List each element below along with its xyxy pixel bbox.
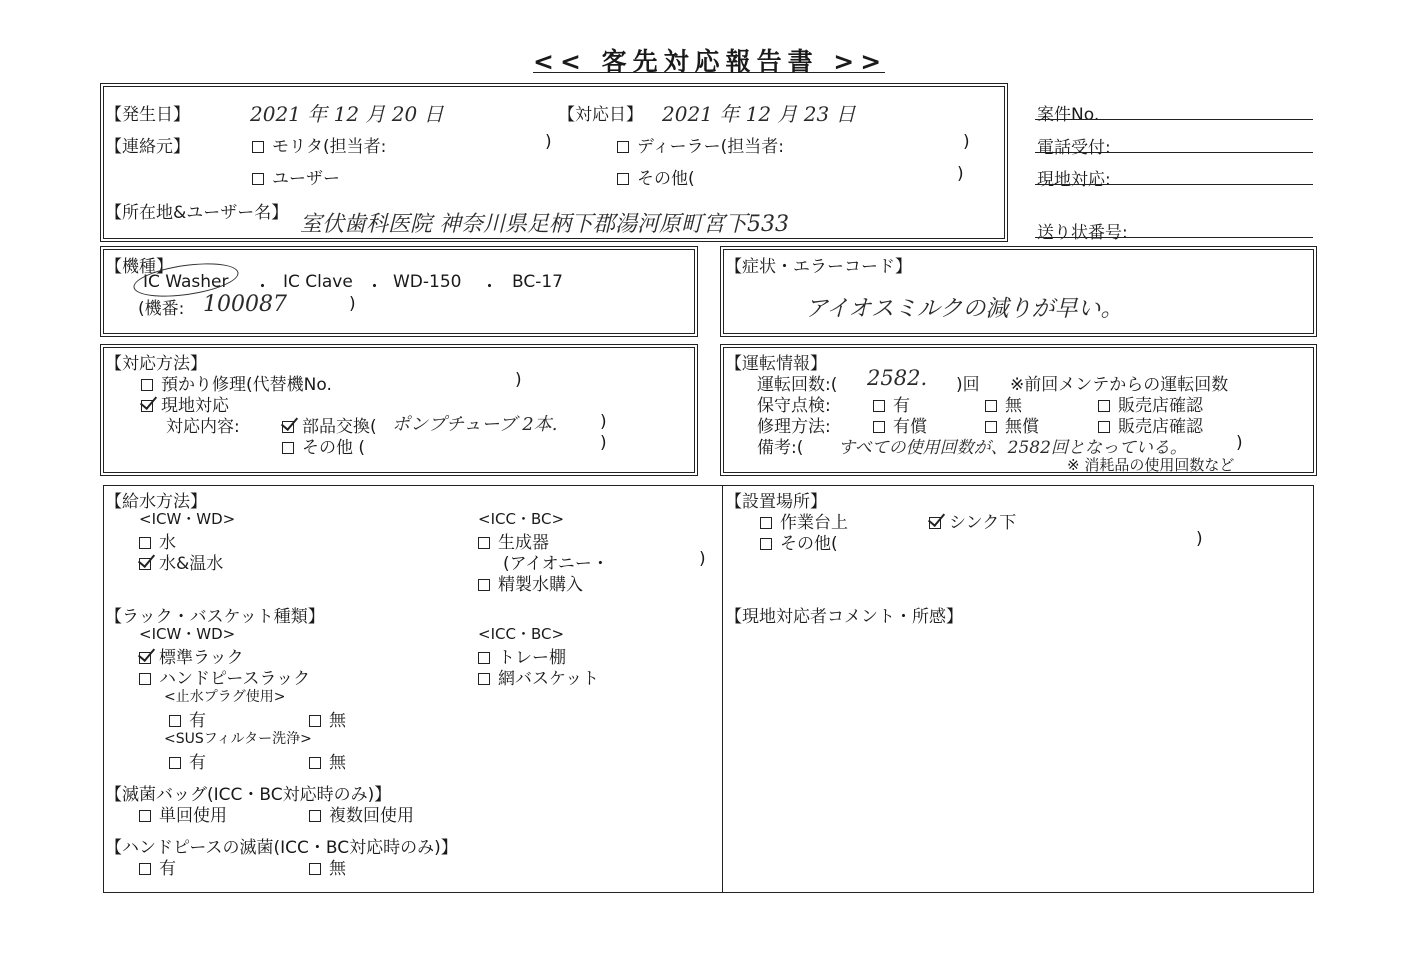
model-sep-1: ・ bbox=[254, 277, 271, 297]
rack-handpiece[interactable]: ハンドピースラック bbox=[139, 664, 310, 689]
model-ic-clave: IC Clave bbox=[283, 272, 353, 292]
deposit-checkbox[interactable] bbox=[141, 379, 153, 391]
parts-checkbox[interactable] bbox=[282, 421, 294, 433]
maint-dealer[interactable]: 販売店確認 bbox=[1098, 391, 1203, 416]
response-date: 2021 年 12 月 23 日 bbox=[662, 102, 856, 126]
contact-morita-checkbox[interactable] bbox=[252, 141, 264, 153]
shipping-label: 送り状番号: bbox=[1037, 223, 1128, 243]
hp-steril-yes[interactable]: 有 bbox=[139, 854, 176, 879]
content-label: 対応内容: bbox=[166, 417, 240, 437]
water-generator-checkbox[interactable] bbox=[478, 537, 490, 549]
plug-no[interactable]: 無 bbox=[309, 706, 346, 731]
title-underline bbox=[533, 72, 885, 73]
lower-divider bbox=[722, 485, 723, 893]
location-label: 【所在地&ユーザー名】 bbox=[105, 203, 289, 223]
bag-single-checkbox[interactable] bbox=[139, 810, 151, 822]
phone-label: 電話受付: bbox=[1037, 138, 1111, 158]
install-table[interactable]: 作業台上 bbox=[760, 508, 848, 533]
rack-standard[interactable]: 標準ラック bbox=[139, 643, 244, 668]
rack-icw-heading: <ICW・WD> bbox=[139, 625, 236, 643]
count-value: 2582. bbox=[867, 366, 928, 390]
occurrence-label: 【発生日】 bbox=[105, 105, 190, 125]
water-purified-checkbox[interactable] bbox=[478, 579, 490, 591]
water-icw-heading: <ICW・WD> bbox=[139, 510, 236, 528]
maint-no-checkbox[interactable] bbox=[985, 400, 997, 412]
symptom-value: アイオスミルクの減りが早い。 bbox=[805, 296, 1124, 322]
count-note: ※前回メンテからの運転回数 bbox=[1010, 375, 1229, 395]
rack-label: 【ラック・バスケット種類】 bbox=[105, 607, 325, 627]
remarks-label: 備考:( bbox=[757, 438, 804, 458]
bag-multi[interactable]: 複数回使用 bbox=[309, 801, 414, 826]
bag-single[interactable]: 単回使用 bbox=[139, 801, 227, 826]
install-other-close: ) bbox=[1196, 529, 1203, 549]
onsite-label: 現地対応: bbox=[1037, 170, 1111, 190]
shipping-line bbox=[1035, 237, 1313, 238]
sus-yes-checkbox[interactable] bbox=[169, 757, 181, 769]
repair-paid[interactable]: 有償 bbox=[873, 412, 927, 437]
plug-yes[interactable]: 有 bbox=[169, 706, 206, 731]
method-onsite[interactable]: 現地対応 bbox=[141, 391, 229, 416]
water-label: 【給水方法】 bbox=[105, 492, 207, 512]
parts-value: ポンプチューブ 2本. bbox=[392, 414, 558, 435]
sus-no[interactable]: 無 bbox=[309, 748, 346, 773]
sus-yes[interactable]: 有 bbox=[169, 748, 206, 773]
rack-handpiece-checkbox[interactable] bbox=[139, 673, 151, 685]
contact-morita-close: ) bbox=[545, 132, 552, 152]
rack-net-checkbox[interactable] bbox=[478, 673, 490, 685]
contact-other[interactable]: その他( bbox=[617, 164, 695, 189]
install-sink-checkbox[interactable] bbox=[929, 517, 941, 529]
plug-no-checkbox[interactable] bbox=[309, 715, 321, 727]
contact-dealer[interactable]: ディーラー(担当者: bbox=[617, 132, 784, 157]
parts-close: ) bbox=[600, 412, 607, 432]
maint-yes-checkbox[interactable] bbox=[873, 400, 885, 412]
contact-dealer-checkbox[interactable] bbox=[617, 141, 629, 153]
water-hot-checkbox[interactable] bbox=[139, 558, 151, 570]
maint-yes[interactable]: 有 bbox=[873, 391, 910, 416]
repair-paid-checkbox[interactable] bbox=[873, 421, 885, 433]
contact-morita[interactable]: モリタ(担当者: bbox=[252, 132, 386, 157]
model-wd150: WD-150 bbox=[393, 272, 462, 292]
hp-steril-yes-checkbox[interactable] bbox=[139, 863, 151, 875]
method-parts[interactable]: 部品交換( bbox=[282, 412, 377, 437]
method-other-checkbox[interactable] bbox=[282, 442, 294, 454]
comment-label: 【現地対応者コメント・所感】 bbox=[725, 607, 963, 627]
rack-icc-heading: <ICC・BC> bbox=[478, 625, 565, 643]
occurrence-date: 2021 年 12 月 20 日 bbox=[250, 102, 444, 126]
contact-other-close: ) bbox=[957, 164, 964, 184]
sus-no-checkbox[interactable] bbox=[309, 757, 321, 769]
rack-net[interactable]: 網バスケット bbox=[478, 664, 599, 689]
maint-no[interactable]: 無 bbox=[985, 391, 1022, 416]
maint-dealer-checkbox[interactable] bbox=[1098, 400, 1110, 412]
hp-steril-no[interactable]: 無 bbox=[309, 854, 346, 879]
model-ic-washer: IC Washer bbox=[143, 272, 229, 292]
method-deposit[interactable]: 預かり修理(代替機No. bbox=[141, 370, 332, 395]
water-hot[interactable]: 水&温水 bbox=[139, 549, 223, 574]
location-value: 室伏歯科医院 神奈川県足柄下郡湯河原町宮下533 bbox=[300, 212, 789, 237]
maint-label: 保守点検: bbox=[757, 396, 831, 416]
repair-free[interactable]: 無償 bbox=[985, 412, 1039, 437]
operation-label: 【運転情報】 bbox=[725, 354, 827, 374]
remarks-close: ) bbox=[1236, 433, 1243, 453]
plug-heading: <止水プラグ使用> bbox=[164, 689, 286, 705]
install-other[interactable]: その他( bbox=[760, 529, 838, 554]
symptom-label: 【症状・エラーコード】 bbox=[725, 257, 912, 277]
serial-value: 100087 bbox=[203, 292, 287, 317]
contact-label: 【連絡元】 bbox=[105, 137, 190, 157]
remarks-note: ※ 消耗品の使用回数など bbox=[1067, 456, 1235, 474]
case-no-label: 案件No. bbox=[1037, 105, 1100, 125]
phone-line bbox=[1035, 152, 1313, 153]
repair-free-checkbox[interactable] bbox=[985, 421, 997, 433]
rack-tray-checkbox[interactable] bbox=[478, 652, 490, 664]
water-ionie: (アイオニー・ bbox=[503, 554, 609, 574]
contact-dealer-close: ) bbox=[963, 132, 970, 152]
plug-yes-checkbox[interactable] bbox=[169, 715, 181, 727]
case-no-line bbox=[1035, 119, 1313, 120]
sus-heading: <SUSフィルター洗浄> bbox=[164, 731, 312, 747]
response-label: 【対応日】 bbox=[558, 105, 643, 125]
model-label: 【機種】 bbox=[105, 257, 173, 277]
install-label: 【設置場所】 bbox=[725, 492, 827, 512]
method-other-close: ) bbox=[600, 433, 607, 453]
onsite-checkbox[interactable] bbox=[141, 400, 153, 412]
hp-steril-no-checkbox[interactable] bbox=[309, 863, 321, 875]
install-sink[interactable]: シンク下 bbox=[929, 508, 1016, 533]
repair-dealer-checkbox[interactable] bbox=[1098, 421, 1110, 433]
install-table-checkbox[interactable] bbox=[760, 517, 772, 529]
water-purified[interactable]: 精製水購入 bbox=[478, 570, 583, 595]
serial-close: ) bbox=[349, 294, 356, 314]
repair-dealer[interactable]: 販売店確認 bbox=[1098, 412, 1203, 437]
hp-steril-label: 【ハンドピースの滅菌(ICC・BC対応時のみ)】 bbox=[105, 838, 458, 858]
repair-label: 修理方法: bbox=[757, 417, 831, 437]
onsite-line bbox=[1035, 184, 1313, 185]
model-sep-3: ・ bbox=[481, 277, 498, 297]
count-label: 運転回数:( bbox=[757, 375, 838, 395]
install-other-checkbox[interactable] bbox=[760, 538, 772, 550]
contact-other-checkbox[interactable] bbox=[617, 173, 629, 185]
water-plain-checkbox[interactable] bbox=[139, 537, 151, 549]
contact-user[interactable]: ユーザー bbox=[252, 164, 340, 189]
method-label: 【対応方法】 bbox=[105, 354, 207, 374]
water-plain[interactable]: 水 bbox=[139, 528, 176, 553]
serial-label: (機番: bbox=[138, 299, 185, 319]
count-suffix: )回 bbox=[956, 375, 980, 395]
rack-tray[interactable]: トレー棚 bbox=[478, 643, 566, 668]
water-ionie-close: ) bbox=[699, 549, 706, 569]
bag-multi-checkbox[interactable] bbox=[309, 810, 321, 822]
page-title: << 客先対応報告書 >> bbox=[533, 47, 888, 76]
deposit-close: ) bbox=[515, 370, 522, 390]
model-bc17: BC-17 bbox=[512, 272, 563, 292]
contact-user-checkbox[interactable] bbox=[252, 173, 264, 185]
water-generator[interactable]: 生成器 bbox=[478, 528, 549, 553]
water-icc-heading: <ICC・BC> bbox=[478, 510, 565, 528]
remarks-value: すべての使用回数が、2582回となっている。 bbox=[838, 438, 1187, 458]
rack-standard-checkbox[interactable] bbox=[139, 652, 151, 664]
method-other[interactable]: その他 ( bbox=[282, 433, 365, 458]
bag-label: 【滅菌バッグ(ICC・BC対応時のみ)】 bbox=[105, 785, 392, 805]
model-sep-2: ・ bbox=[366, 277, 383, 297]
